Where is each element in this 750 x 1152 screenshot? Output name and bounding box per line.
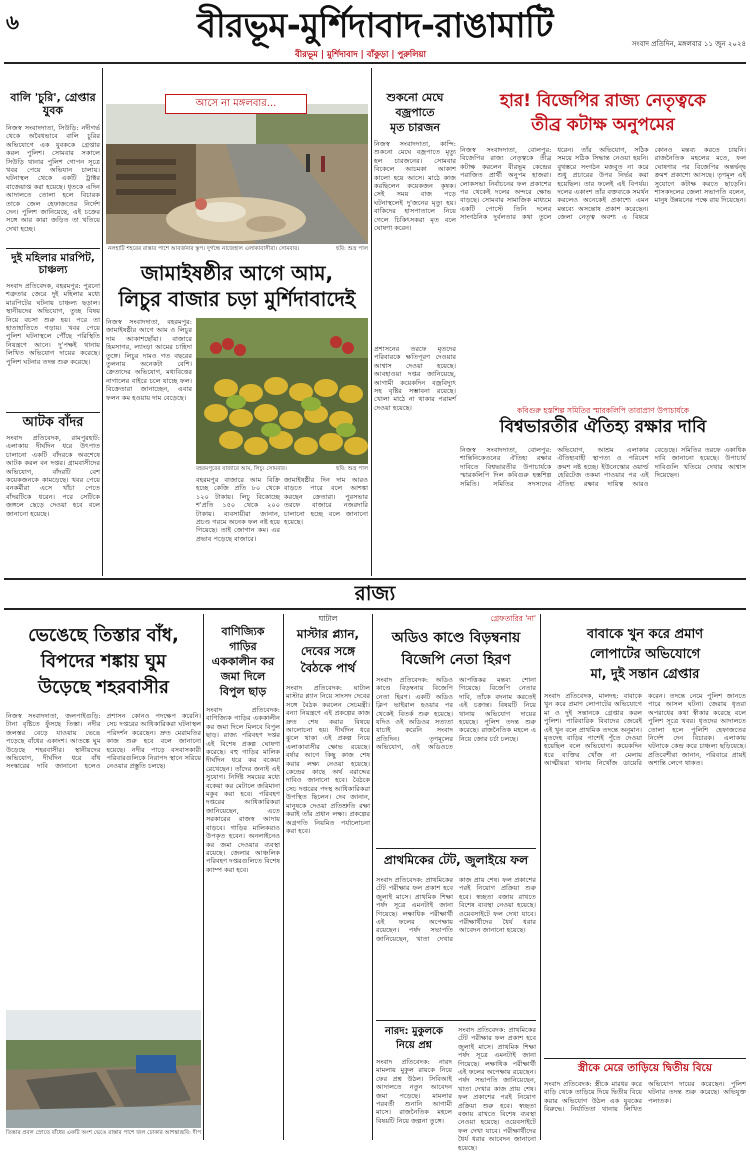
headline-tista-3: উড়েছে শহরবাসীর <box>38 677 169 698</box>
story-marpit: সংবাদ প্রতিবেদক, বহরমপুর: পুরনো শত্রুতার জেরে দুই মহিলার মধ্যে মারপিটের ঘটনায় চাঞ্চল্য ছড়াল। স্থানীয়দের অভিযোগ, তুচ্ছ বিষয় নিয়ে বচসা শুরু হয়। পরে তা হাতাহাতিতে গড়ায়। খবর পেয়ে পুলিশ ঘটনাস্থলে পৌঁছে পরিস্থিতি নিয়ন্ত্রণে আনে। দু'পক্ষই থানায় লিখিত অভিযোগ দায়ের করেছে। পুলিশ ঘটনার তদন্ত শুরু করেছে। <box>6 282 100 366</box>
headline-bishwa: বিশ্বভারতীর ঐতিহ্য রক্ষার দাবি <box>499 417 707 437</box>
story-bajrapat-1: নিজস্ব সংবাদদাতা, কান্দি: শুকনো মেঘে বজ্রপাতে মৃত্যু হল চারজনের। সোমবার বিকেলে আচমকা আকাশ কালো হয়ে আসে। মাঠে কাজ করছিলেন কয়েকজন কৃষক। সেই সময় বাজ পড়ে ঘটনাস্থলেই দু'জনের মৃত্যু হয়। বাকিদের হাসপাতালে নিয়ে গেলে চিকিৎসকরা মৃত বলে ঘোষণা করেন। <box>374 140 456 233</box>
bishwa-kicker: কবিগুরু হস্তশিল্প সমিতির স্মারকলিপি তারাপ্রাণ উপাচার্যকে <box>517 406 689 415</box>
headline-bajrapat-3: মৃত চারজন <box>390 121 440 134</box>
baba-rule <box>544 1058 746 1059</box>
section-rule-bottom <box>4 608 746 610</box>
photo-kicker-box <box>165 94 307 114</box>
masthead-title: বীরভূম-মুর্শিদাবাদ-রাঙামাটি <box>197 6 553 46</box>
headline-bandar: আটক বাঁদর <box>22 415 84 430</box>
story-narad: সংবাদ প্রতিবেদক: নারদ মামলায় মুকুল রায়কে নিয়ে ফের প্রশ্ন উঠল। সিবিআই আদালতে নতুন আবেদন জমা পড়েছে। মামলার পরবর্তী শুনানি আগামী মাসে। রাজনৈতিক মহলে বিষয়টি নিয়ে জল্পনা তুঙ্গে। <box>376 1058 452 1125</box>
headline-narad-2: নিয়ে প্রশ্ন <box>396 1040 432 1051</box>
fruit-caption: বহরমপুরের বাজারে আম, লিচু। সোমবার। <box>196 466 287 472</box>
tista-credit: ছবি: দীপ <box>180 1130 201 1136</box>
story-prathomik: সংবাদ প্রতিবেদক: প্রাথমিকের টেট পরীক্ষার ফল প্রকাশ হবে জুলাই মাসে। প্রাথমিক শিক্ষা পর্ষদ সূত্রে এমনটাই জানা গিয়েছে। লক্ষাধিক পরীক্ষার্থী এই ফলের অপেক্ষায় রয়েছেন। পর্ষদ সভাপতি জানিয়েছেন, খাতা দেখার কাজ প্রায় শেষ। ফল প্রকাশের পরই নিয়োগ প্রক্রিয়া শুরু হবে। স্বচ্ছতা বজায় রাখতে বিশেষ ব্যবস্থা নেওয়া হয়েছে। ওয়েবসাইটে ফল দেখা যাবে। পরীক্ষার্থীদের ধৈর্য ধরার আবেদন জানানো হয়েছে। <box>376 876 536 943</box>
headline-banijyik-4: জমা দিলে <box>220 670 266 683</box>
headline-haar-1: হার! বিজেপির রাজ্য নেতৃত্বকে <box>500 91 706 111</box>
headline-baba-1: বাবাকে খুন করে প্রমাণ <box>586 627 704 642</box>
section-rajya: রাজ্য <box>354 581 396 605</box>
col-divider-4 <box>283 614 284 1140</box>
page-number: ৬ <box>6 10 20 34</box>
garbage-photo <box>106 104 368 244</box>
headline-stri: স্ত্রীকে মেরে তাড়িয়ে দ্বিতীয় বিয়ে <box>578 1062 712 1074</box>
headline-master-1: মাস্টার প্ল্যান, <box>296 627 360 641</box>
headline-bali: বালি 'চুরি', গ্রেপ্তার যুবক <box>10 91 96 117</box>
headline-banijyik-5: বিপুল ছাড় <box>219 685 267 698</box>
fruit-photo-art <box>196 318 368 464</box>
story-tista: নিজস্ব সংবাদদাতা, জলপাইগুড়ি: টানা বৃষ্টিতে ফুঁসছে তিস্তা। নদীর জলস্তর বেড়ে যাওয়ায় ভেঙে পড়েছে বাঁধের একাংশ। আতঙ্কে ঘুম উড়েছে শহরবাসীর। স্থানীয়দের অভিযোগ, দীর্ঘদিন ধরে বাঁধ সংস্কারের দাবি জানানো হলেও প্রশাসন কোনও পদক্ষেপ করেনি। সেচ দপ্তরের আধিকারিকরা ঘটনাস্থল পরিদর্শন করেছেন। দ্রুত মেরামতির কাজ শুরু হবে বলে জানানো হয়েছে। নদীর পাড়ে বসবাসকারী পরিবারগুলিকে নিরাপদ স্থানে সরিয়ে নেওয়ার প্রস্তুতি চলছে। <box>6 712 201 771</box>
headline-audio-2: বিজেপি নেতা হিরণ <box>401 652 511 668</box>
story-lichu-2: বহরমপুর বাজারে আম বিক্রি হচ্ছে কেজি প্রতি ৮০ থেকে ১২০ টাকায়। লিচু বিকোচ্ছে শ'প্রতি ১৫০ থেকে ২০০ টাকায়। ব্যবসায়ীরা জানান, প্রচণ্ড গরমে অনেক ফল নষ্ট হয়ে গিয়েছে। তাই জোগান কম। এর প্রভাব পড়েছে বাজারে। <box>196 476 280 543</box>
garbage-photo-art <box>106 104 368 244</box>
col-divider-2 <box>371 68 372 576</box>
left-rule-1 <box>6 248 100 249</box>
story-bali: নিজস্ব সংবাদদাতা, সিউড়ি: নদীগর্ভ থেকে অবৈধভাবে বালি চুরির অভিযোগে এক যুবককে গ্রেপ্তার করল পুলিশ। সোমবার সকালে সিউড়ি থানার পুলিশ গোপন সূত্রে খবর পেয়ে অভিযান চালায়। ঘটনাস্থল থেকে একটি ট্রাক্টর বাজেয়াপ্ত করা হয়েছে। ধৃতকে এদিন আদালতে তোলা হলে বিচারক তাকে জেল হেফাজতের নির্দেশ দেন। পুলিশ জানিয়েছে, এই চক্রের সঙ্গে আর কারা জড়িত তা খতিয়ে দেখা হচ্ছে। <box>6 124 100 233</box>
tista-photo-art <box>6 1010 201 1128</box>
story-lichu-3: জামাইষষ্ঠীর দিন দাম আরও বাড়তে পারে বলে আশঙ্কা করছেন ক্রেতারা। পুরসভার তরফে বাজারে নজরদারি চালানো হচ্ছে বলে জানানো হয়েছে। <box>284 476 368 527</box>
col-divider-6 <box>540 614 541 1140</box>
story-audio: সংবাদ প্রতিবেদক: অডিও কাণ্ডে বিড়ম্বনায় বিজেপি নেতা হিরণ। একটি অডিও ক্লিপ ভাইরাল হওয়ার পর থেকেই বিতর্ক শুরু হয়েছে। যদিও ওই অডিওর সত্যতা যাচাই করেনি সংবাদ প্রতিদিন। তৃণমূলের অভিযোগ, ওই অডিওতে আপত্তিকর মন্তব্য শোনা গিয়েছে। বিজেপি নেতার দাবি, তাঁকে বদনাম করতেই এই চক্রান্ত। বিষয়টি নিয়ে থানায় অভিযোগ দায়ের হয়েছে। পুলিশ তদন্ত শুরু করেছে। রাজনৈতিক মহলে এ নিয়ে জোর চর্চা চলছে। <box>376 676 536 752</box>
headline-narad-1: নারদ: মুকুলকে <box>384 1026 444 1037</box>
headline-lichu-1: জামাইষষ্ঠীর আগে আম, <box>140 261 334 285</box>
col-divider-5 <box>372 614 373 1140</box>
story-haar: নিজস্ব সংবাদদাতা, বোলপুর: বিজেপির রাজ্য নেতৃত্বকে তীব্র কটাক্ষ করলেন বীরভূম কেন্দ্রের পরাজিত প্রার্থী অনুপম হাজরা। লোকসভা নির্বাচনের ফল প্রকাশের পর থেকেই দলের অন্দরে ক্ষোভ বাড়ছে। সোমবার সামাজিক মাধ্যমে একটি পোস্টে তিনি দলের সাংগঠনিক দুর্বলতার কথা তুলে ধরেন। তাঁর অভিযোগ, সঠিক সময়ে সঠিক সিদ্ধান্ত নেওয়া হয়নি। বুথস্তরে সংগঠন মজবুত না করে শুধু প্রচারের উপর নির্ভর করা হয়েছিল। তার ফলেই এই বিপর্যয়। দলের একাংশ তাঁর বক্তব্যকে সমর্থন করলেও অনেকেই প্রকাশ্যে এমন মন্তব্যে অসন্তোষ প্রকাশ করেছেন। জেলা নেতৃত্ব অবশ্য এ বিষয়ে কোনও মন্তব্য করতে চায়নি। রাজনৈতিক মহলের মতে, ফল ঘোষণার পর বিজেপির অন্তর্দ্বন্দ্ব ক্রমশ প্রকাশ্যে আসছে। তৃণমূল এই সুযোগে কটাক্ষ করতে ছাড়েনি। শাসকদলের জেলা সভাপতি বলেন, মানুষ উন্নয়নের পক্ষে রায় দিয়েছেন। <box>460 146 746 222</box>
photo-kicker: আসে না মঙ্গলবার... <box>195 98 277 109</box>
headline-marpit: দুই মহিলার মারপিট, চাঞ্চল্য <box>11 252 95 277</box>
story-narad-cont: সংবাদ প্রতিবেদক: প্রাথমিকের টেট পরীক্ষার ফল প্রকাশ হবে জুলাই মাসে। প্রাথমিক শিক্ষা পর্ষদ সূত্রে এমনটাই জানা গিয়েছে। লক্ষাধিক পরীক্ষার্থী এই ফলের অপেক্ষায় রয়েছেন। পর্ষদ সভাপতি জানিয়েছেন, খাতা দেখার কাজ প্রায় শেষ। ফল প্রকাশের পরই নিয়োগ প্রক্রিয়া শুরু হবে। স্বচ্ছতা বজায় রাখতে বিশেষ ব্যবস্থা নেওয়া হয়েছে। ওয়েবসাইটে ফল দেখা যাবে। পরীক্ষার্থীদের ধৈর্য ধরার আবেদন জানানো হয়েছে। <box>458 1026 536 1152</box>
edition-info: সংবাদ প্রতিদিন, মঙ্গলবার ১১ জুন ২০২৪ <box>631 40 746 48</box>
story-baba: সংবাদ প্রতিবেদক, মালদহ: বাবাকে খুন করে প্রমাণ লোপাটের অভিযোগে মা ও দুই সন্তানকে গ্রেপ্তার করল পুলিশ। পারিবারিক বিবাদের জেরেই এই খুন বলে প্রাথমিক তদন্তে অনুমান। মৃতদেহ বাড়ির পাশেই পুঁতে দেওয়া হয়েছিল বলে অভিযোগ। কয়েকদিন ধরে ব্যক্তির খোঁজ না মেলায় আত্মীয়রা থানায় নিখোঁজ ডায়েরি করেন। তদন্তে নেমে পুলিশ জানতে পারে আসল ঘটনা। জেরায় ধৃতরা অপরাধের কথা স্বীকার করেছে বলে পুলিশ সূত্রে খবর। ধৃতদের আদালতে তোলা হলে পুলিশি হেফাজতের নির্দেশ দেন বিচারক। এলাকায় ঘটনাকে কেন্দ্র করে চাঞ্চল্য ছড়িয়েছে। প্রতিবেশীরা জানান, পরিবারে প্রায়ই অশান্তি লেগে থাকত। <box>544 692 746 768</box>
prathomik-rule <box>376 1020 536 1021</box>
headline-bajrapat-2: বজ্রপাতে <box>395 106 435 119</box>
fruit-credit: ছবি: শুভ্র পাল <box>335 466 368 472</box>
fruit-photo <box>196 318 368 464</box>
headline-audio-1: অডিও কাণ্ডে বিড়ম্বনায় <box>391 630 521 646</box>
district-3: বাঁকুড়া <box>366 50 389 60</box>
headline-tista-1: ভেঙেছে তিস্তার বাঁধ, <box>28 625 179 646</box>
left-rule-2 <box>6 412 100 413</box>
audio-kicker: গ্রেফতারির 'না' <box>490 614 536 623</box>
headline-haar-2: তীব্র কটাক্ষ অনুপমের <box>531 115 675 135</box>
audio-rule <box>376 848 536 849</box>
col-divider-3 <box>203 614 204 1140</box>
headline-master-3: বৈঠকে পার্থ <box>300 661 356 675</box>
headline-lichu-2: লিচুর বাজার চড়া মুর্শিদাবাদেই <box>118 287 356 311</box>
district-nav: বীরভূম | মুর্শিদাবাদ | বাঁকুড়া | পুরুলিয়া <box>295 50 426 60</box>
district-2: মুর্শিদাবাদ <box>326 50 358 60</box>
story-master: সংবাদ প্রতিবেদক: ঘাটাল মাস্টার প্ল্যান নিয়ে সাংসদ দেবের সঙ্গে বৈঠক করলেন সেচমন্ত্রী। বন্যা নিয়ন্ত্রণে এই প্রকল্পের কাজ দ্রুত শেষ করার বিষয়ে আলোচনা হয়। দীর্ঘদিন ধরে ঝুলে থাকা এই প্রকল্প নিয়ে এলাকাবাসীর ক্ষোভ রয়েছে। বর্ষার আগে কিছু কাজ শেষ করার লক্ষ্য নেওয়া হয়েছে। কেন্দ্রের কাছে অর্থ বরাদ্দের দাবিও জানানো হবে। বৈঠকে সেচ দপ্তরের পদস্থ আধিকারিকরা উপস্থিত ছিলেন। দেব জানান, মানুষকে দেওয়া প্রতিশ্রুতি রক্ষা করাই তাঁর প্রধান লক্ষ্য। প্রকল্পের অগ্রগতি নিয়মিত পর্যালোচনা করা হবে। <box>286 684 370 835</box>
story-stri: সংবাদ প্রতিবেদক: স্ত্রীকে মারধর করে বাড়ি থেকে তাড়িয়ে দিয়ে দ্বিতীয় বিয়ে করার অভিযোগ উঠল এক যুবকের বিরুদ্ধে। নির্যাতিতা থানায় লিখিত অভিযোগ দায়ের করেছেন। পুলিশ ঘটনার তদন্ত শুরু করেছে। অভিযুক্ত পলাতক। <box>544 1080 746 1114</box>
district-4: পুরুলিয়া <box>397 50 426 60</box>
headline-master-2: দেবের সঙ্গে <box>300 644 356 658</box>
tista-caption: তিস্তার প্রবল স্রোতে বাঁধের একটি অংশ ভেঙে রাস্তার পাশে জল ঢোকার আশঙ্কা। <box>6 1130 182 1136</box>
masthead-rule <box>4 62 746 64</box>
headline-baba-3: মা, দুই সন্তান গ্রেপ্তার <box>590 667 700 682</box>
story-bishwa: নিজস্ব সংবাদদাতা, বোলপুর: শান্তিনিকেতনের ঐতিহ্য রক্ষার দাবিতে বিশ্বভারতীর উপাচার্যকে স্মারকলিপি দিল কবিগুরু হস্তশিল্প সমিতি। সমিতির সদস্যদের অভিযোগ, আশ্রম এলাকার ঐতিহ্যবাহী স্থাপত্য ও পরিবেশ ক্রমশ নষ্ট হচ্ছে। ইউনেস্কোর ওয়ার্ল্ড হেরিটেজ তকমা পাওয়ার পর এই ঐতিহ্য রক্ষার দায়িত্ব আরও বেড়েছে। সমিতির তরফে একাধিক দাবি জানানো হয়েছে। উপাচার্য দাবিগুলি খতিয়ে দেখার আশ্বাস দিয়েছেন। <box>460 446 746 488</box>
story-lichu-1: নিজস্ব সংবাদদাতা, বহরমপুর: জামাইষষ্ঠীর আগে আম ও লিচুর দাম আকাশছোঁয়া। বাজারে হিমসাগর, ল্যাংড়া আমের চাহিদা তুঙ্গে। লিচুর দামও গত বছরের তুলনায় অনেকটা বেশি। ক্রেতাদের অভিযোগ, মধ্যবিত্তের নাগালের বাইরে চলে যাচ্ছে ফল। বিক্রেতারা জানাচ্ছেন, এবার ফলন কম হওয়ায় দাম বেড়েছে। <box>106 318 192 402</box>
district-1: বীরভূম <box>295 50 318 60</box>
master-kicker: ঘাটাল <box>318 614 338 623</box>
tista-photo <box>6 1010 201 1128</box>
photo-credit: ছবি: শুভ্র পাল <box>335 246 368 252</box>
story-bandar: সংবাদ প্রতিবেদক, রামপুরহাট: এলাকায় দীর্ঘদিন ধরে উৎপাত চালানো একটি বাঁদরকে অবশেষে আটক করল বন দপ্তর। গ্রামবাসীদের অভিযোগ, বাঁদরটি বেশ কয়েকজনকে কামড়েছে। খবর পেয়ে বনকর্মীরা এসে খাঁচা পেতে বাঁদরটিকে ধরেন। পরে সেটিকে জঙ্গলে ছেড়ে দেওয়া হবে বলে জানানো হয়েছে। <box>6 434 100 518</box>
story-banijyik: সংবাদ প্রতিবেদক: বাণিজ্যিক গাড়ির এককালীন কর জমা দিলে মিলবে বিপুল ছাড়। রাজ্য পরিবহণ দপ্তর এই বিশেষ প্রকল্প ঘোষণা করেছে। বহু গাড়ির মালিক দীর্ঘদিন ধরে কর বকেয়া রেখেছেন। তাঁদের জন্যই এই সুযোগ। নির্দিষ্ট সময়ের মধ্যে বকেয়া কর মেটালে জরিমানা মকুব করা হবে। পরিবহণ দপ্তরের আধিকারিকরা জানিয়েছেন, এতে সরকারের রাজস্ব আদায় বাড়বে। গাড়ির মালিকরাও উপকৃত হবেন। অনলাইনেও কর জমা দেওয়ার ব্যবস্থা রয়েছে। জেলার আঞ্চলিক পরিবহণ দপ্তরগুলিতে বিশেষ ক্যাম্প করা হবে। <box>206 706 280 874</box>
headline-banijyik-3: এককালীন কর <box>211 655 275 668</box>
col-divider <box>102 68 103 576</box>
story-bajrapat-2: প্রশাসনের তরফে মৃতদের পরিবারকে ক্ষতিপূরণ দেওয়ার আশ্বাস দেওয়া হয়েছে। আবহাওয়া দপ্তর জানিয়েছে, আগামী কয়েকদিন বজ্রবিদ্যুৎ সহ বৃষ্টির সম্ভাবনা রয়েছে। খোলা মাঠে না থাকার পরামর্শ দেওয়া হয়েছে। <box>374 345 456 412</box>
headline-banijyik-2: গাড়ির <box>229 640 257 653</box>
headline-prathomik: প্রাথমিকের টেট, জুলাইয়ে ফল <box>383 853 529 867</box>
headline-tista-2: বিপদের শঙ্কায় ঘুম <box>40 651 167 672</box>
headline-bajrapat-1: শুকনো মেঘে <box>386 91 444 104</box>
headline-banijyik-1: বাণিজ্যিক <box>221 625 265 638</box>
photo-caption: নলহাটি শহরের রাস্তার পাশে আবর্জনার স্তূপ। দুর্গন্ধে নাজেহাল এলাকাবাসীরা। সোমবার। <box>108 246 300 252</box>
headline-baba-2: লোপাটের অভিযোগে <box>589 647 701 662</box>
